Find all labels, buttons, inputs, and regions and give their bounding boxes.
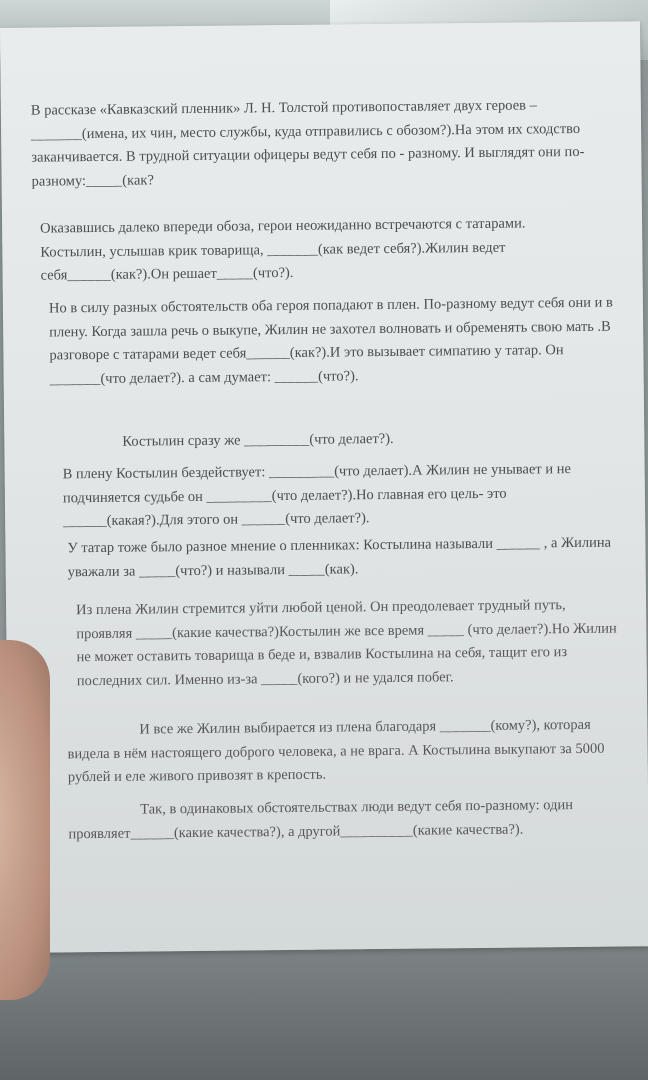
paragraph-in-captivity: В плену Костылин бездействует: _________(что делает).А Жилин не унывает и не подчиняется судьбе он _________(что делает?).Но главная его цель- это ______(какая?).Для этого он ______(что делает?). bbox=[62, 461, 571, 530]
paragraph-rescue: И все же Жилин выбирается из плена благодаря _______(кому?), которая видела в нём настоящего доброго человека, а не врага. А Костылина выкупают за 5000 рублей и еле живого привозят в крепость. bbox=[67, 716, 605, 786]
paragraph-escape: Из плена Жилин стремится уйти любой ценой. Он преодолевает трудный путь, проявляя _____(какие качества?)Костылин же все время _____ (что делает?).Но Жилин не может оставить товарища в беде и, взвалив Костылина на себя, тащит его из последних сил. Именно из-за _____(кого?) и не удался побег. bbox=[76, 597, 617, 689]
paragraph-tatar-opinion: У татар тоже было разное мнение о пленниках: Костылина называли ______ , а Жилина уважали за _____(что?) и называли _____(как). bbox=[67, 534, 612, 580]
background-floor bbox=[0, 940, 648, 1080]
paragraph-intro: В рассказе «Кавказский пленник» Л. Н. Толстой противопоставляет двух героев – _______(имена, их чин, место службы, куда отправились с обозом?).На этом их сходство заканчивается. В трудной ситуации офицеры ведут себя по - разному. И выглядят они по-разному:_____(как? bbox=[30, 97, 585, 190]
paragraph-kostylin-reaction: Костылин сразу же _________(что делает?). bbox=[122, 430, 394, 450]
hand-holding-sheet bbox=[0, 640, 50, 1000]
paragraph-conclusion: Так, в одинаковых обстоятельствах люди ведут себя по-разному: один проявляет______(какие качества?), а другой__________(какие качества?). bbox=[68, 797, 574, 842]
paragraph-meeting-tatars: Оказавшись далеко впереди обоза, герои неожиданно встречаются с татарами. Костылин, услышав крик товарища, _______(как ведет себя?).Жилин ведет себя______(как?).Он решает_____(что?). bbox=[40, 215, 526, 284]
paragraph-captivity: Но в силу разных обстоятельств оба героя попадают в плен. По-разному ведут себя они и в плену. Когда зашла речь о выкупе, Жилин не захотел волновать и обременять свою мать .В разговоре с татарами ведет себя______(как?).И это вызывает симпатию у татар. Он _______(что делает?). а сам думает: ______(что?). bbox=[48, 294, 613, 387]
paper-sheet bbox=[0, 21, 648, 953]
